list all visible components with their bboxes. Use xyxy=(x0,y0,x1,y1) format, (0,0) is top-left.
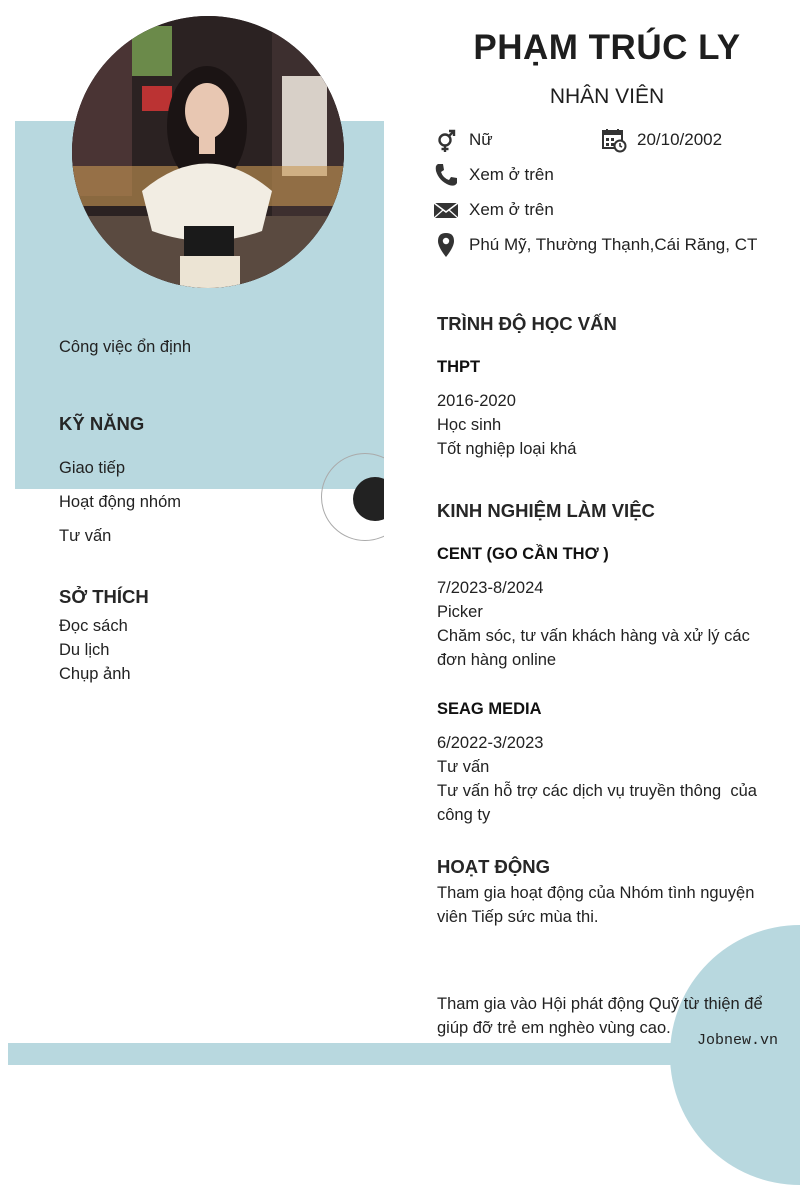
job-company: CENT (GO CẦN THƠ ) xyxy=(437,545,609,563)
decorative-ring xyxy=(321,440,384,550)
brand-watermark: Jobnew.vn xyxy=(697,1032,779,1049)
skill-item: Giao tiếp xyxy=(59,459,126,477)
skill-item: Tư vấn xyxy=(59,527,112,545)
address-value: Phú Mỹ, Thường Thạnh,Cái Răng, CT xyxy=(469,235,758,254)
candidate-role: NHÂN VIÊN xyxy=(549,85,665,108)
avatar xyxy=(72,16,344,288)
job-position: Picker xyxy=(437,603,483,621)
education-result: Tốt nghiệp loại khá xyxy=(437,440,577,458)
activity-text: viên Tiếp sức mùa thi. xyxy=(437,908,599,926)
education-school: THPT xyxy=(437,358,481,376)
phone-value: Xem ở trên xyxy=(469,165,554,184)
activity-text: Tham gia vào Hội phát động Quỹ từ thiện để xyxy=(437,995,763,1013)
bottom-accent-bar xyxy=(8,1043,792,1065)
activities-heading: HOẠT ĐỘNG xyxy=(437,856,551,877)
calendar-icon xyxy=(601,127,627,153)
email-value: Xem ở trên xyxy=(469,200,554,219)
hobby-item: Du lịch xyxy=(59,641,110,659)
hobby-item: Đọc sách xyxy=(59,617,128,635)
career-objective: Công việc ổn định xyxy=(59,338,192,356)
phone-icon xyxy=(433,162,459,188)
location-pin-icon xyxy=(433,232,459,258)
address-row xyxy=(433,232,757,258)
job-position: Tư vấn xyxy=(437,758,490,776)
email-row xyxy=(433,197,554,223)
job-description: công ty xyxy=(437,806,491,824)
education-heading: TRÌNH ĐỘ HỌC VẤN xyxy=(437,313,617,334)
job-company: SEAG MEDIA xyxy=(437,700,542,718)
gender-value: Nữ xyxy=(469,130,493,149)
birthday-row xyxy=(601,127,722,153)
experience-heading: KINH NGHIỆM LÀM VIỆC xyxy=(437,500,655,521)
skills-heading: KỸ NĂNG xyxy=(59,413,145,434)
education-period: 2016-2020 xyxy=(437,392,516,410)
job-description: đơn hàng online xyxy=(437,651,557,669)
activity-text: Tham gia hoạt động của Nhóm tình nguyện xyxy=(437,884,755,902)
activity-text: giúp đỡ trẻ em nghèo vùng cao. xyxy=(437,1019,671,1037)
gender-icon xyxy=(433,127,459,153)
candidate-name: PHẠM TRÚC LY xyxy=(473,28,741,67)
job-period: 6/2022-3/2023 xyxy=(437,734,544,752)
gender-row xyxy=(433,127,493,153)
envelope-icon xyxy=(433,197,459,223)
job-period: 7/2023-8/2024 xyxy=(437,579,544,597)
job-description: Tư vấn hỗ trợ các dịch vụ truyền thông của xyxy=(437,782,757,800)
birthday-value: 20/10/2002 xyxy=(637,130,723,149)
hobbies-heading: SỞ THÍCH xyxy=(59,586,149,607)
hobby-item: Chụp ảnh xyxy=(59,665,131,683)
job-description: Chăm sóc, tư vấn khách hàng và xử lý các xyxy=(437,627,750,645)
education-role: Học sinh xyxy=(437,416,502,434)
skill-item: Hoạt động nhóm xyxy=(59,493,182,511)
phone-row xyxy=(433,162,554,188)
